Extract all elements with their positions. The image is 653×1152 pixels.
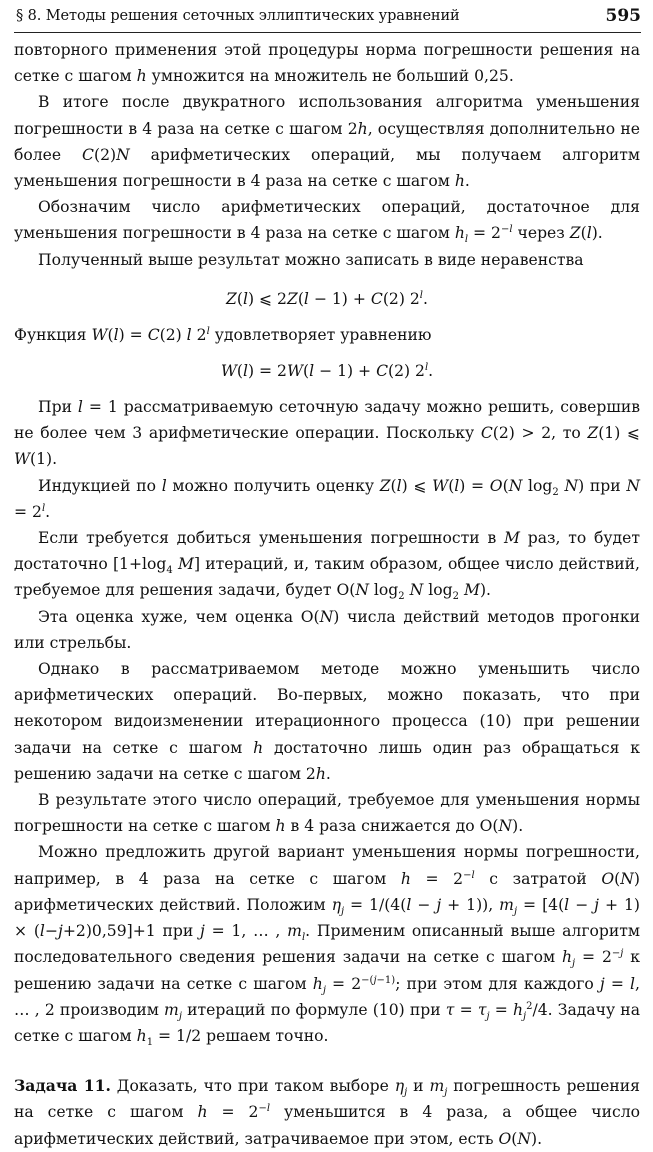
- task-label: Задача 11.: [14, 1076, 111, 1096]
- task-11: Задача 11. Доказать, что при таком выборе $\eta_j$ и $m_j$ погрешность решения на сетке с шагом $h = 2^{-l}$ уменьшится в 4 раза, а общее число арифметических действий, затрачиваемое при этом, есть O(N).: [14, 1076, 641, 1148]
- paragraph-8: Если требуется добиться уменьшения погрешности в M раз, то будет достаточно [$1+\log_4$ M] итераций, и, таким образом, общее число действий, требуемое для решения задачи, будет O(N $\log_2 N$ $\log_2 M$).: [14, 529, 640, 603]
- equation-inequality: Z(l) ⩽ 2Z(l − 1) + C(2) 2$^l$.: [226, 289, 428, 308]
- equation-recurrence: W(l) = 2W(l − 1) + C(2) 2$^l$.: [220, 361, 434, 381]
- page-number: 595: [605, 6, 641, 26]
- page-body: [14, 37, 640, 1152]
- paragraph-6: При l = 1 рассматриваемую сеточную задачу можно решить, совершив не более чем 3 арифметические операции. Поскольку C(2) > 2, то Z(1) ⩽ W(1).: [14, 398, 640, 469]
- paragraph-3: Обозначим число арифметических операций, достаточное для уменьшения погрешности в 4 раза на сетке с шагом $h_l = 2^{-l}$ через Z(l).: [14, 198, 640, 246]
- paragraph-12: Можно предложить другой вариант уменьшения нормы погрешности, например, в 4 раза на сетке с шагом $h = 2^{-l}$ с затратой O(N) арифметических действий. Положим $\eta_j = 1/(4(l - j + 1))$, $m_j = [4(l - j + 1) \times (l-j+2)0,59]+1$ при j = 1, … , $m_l$. Применим описанный выше алгоритм последовательного сведения решения задачи на сетке с шагом $h_j = 2^{-j}$ к решению задачи на сетке с шагом $h_j = 2^{-(j-1)}$; при этом для каждого j = l, … , 2 производим $m_j$ итераций по формуле (10) при $\tau = \tau_j = h_j^2/4$. Задачу на сетке с шагом $h_1 = 1/2$ решаем точно.: [14, 843, 641, 1049]
- paragraph-11: В результате этого число операций, требуемое для уменьшения нормы погрешности на сетке с шагом h в 4 раза снижается до O(N).: [14, 791, 640, 836]
- paragraph-5: Функция W(l) = C(2) l 2$^l$ удовлетворяет уравнению: [14, 325, 432, 344]
- page-header: [14, 4, 641, 33]
- running-title: § 8. Методы решения сеточных эллиптических уравнений: [16, 8, 460, 24]
- paragraph-7: Индукцией по l можно получить оценку Z(l) ⩽ W(l) = O(N $\log_2 N$) при $N = 2^l$.: [14, 476, 640, 521]
- paragraph-9: Эта оценка хуже, чем оценка O(N) числа действий методов прогонки или стрельбы.: [14, 607, 640, 652]
- paragraph-1: повторного применения этой процедуры норма погрешности решения на сетке с шагом h умножится на множитель не больший 0,25.: [14, 41, 640, 86]
- paragraph-10: Однако в рассматриваемом методе можно уменьшить число арифметических операций. Во-первых, можно показать, что при некотором видоизменении итерационного процесса (10) при решении задачи на сетке с шагом h достаточно лишь один раз обращаться к решению задачи на сетке с шагом 2h.: [14, 660, 641, 783]
- paragraph-2: В итоге после двукратного использования алгоритма уменьшения погрешности в 4 раза на сетке с шагом 2h, осуществляя дополнительно не более C(2)N арифметических операций, мы получаем алгоритм уменьшения погрешности в 4 раза на сетке с шагом h.: [14, 93, 640, 191]
- paragraph-4: Полученный выше результат можно записать в виде неравенства: [38, 250, 584, 269]
